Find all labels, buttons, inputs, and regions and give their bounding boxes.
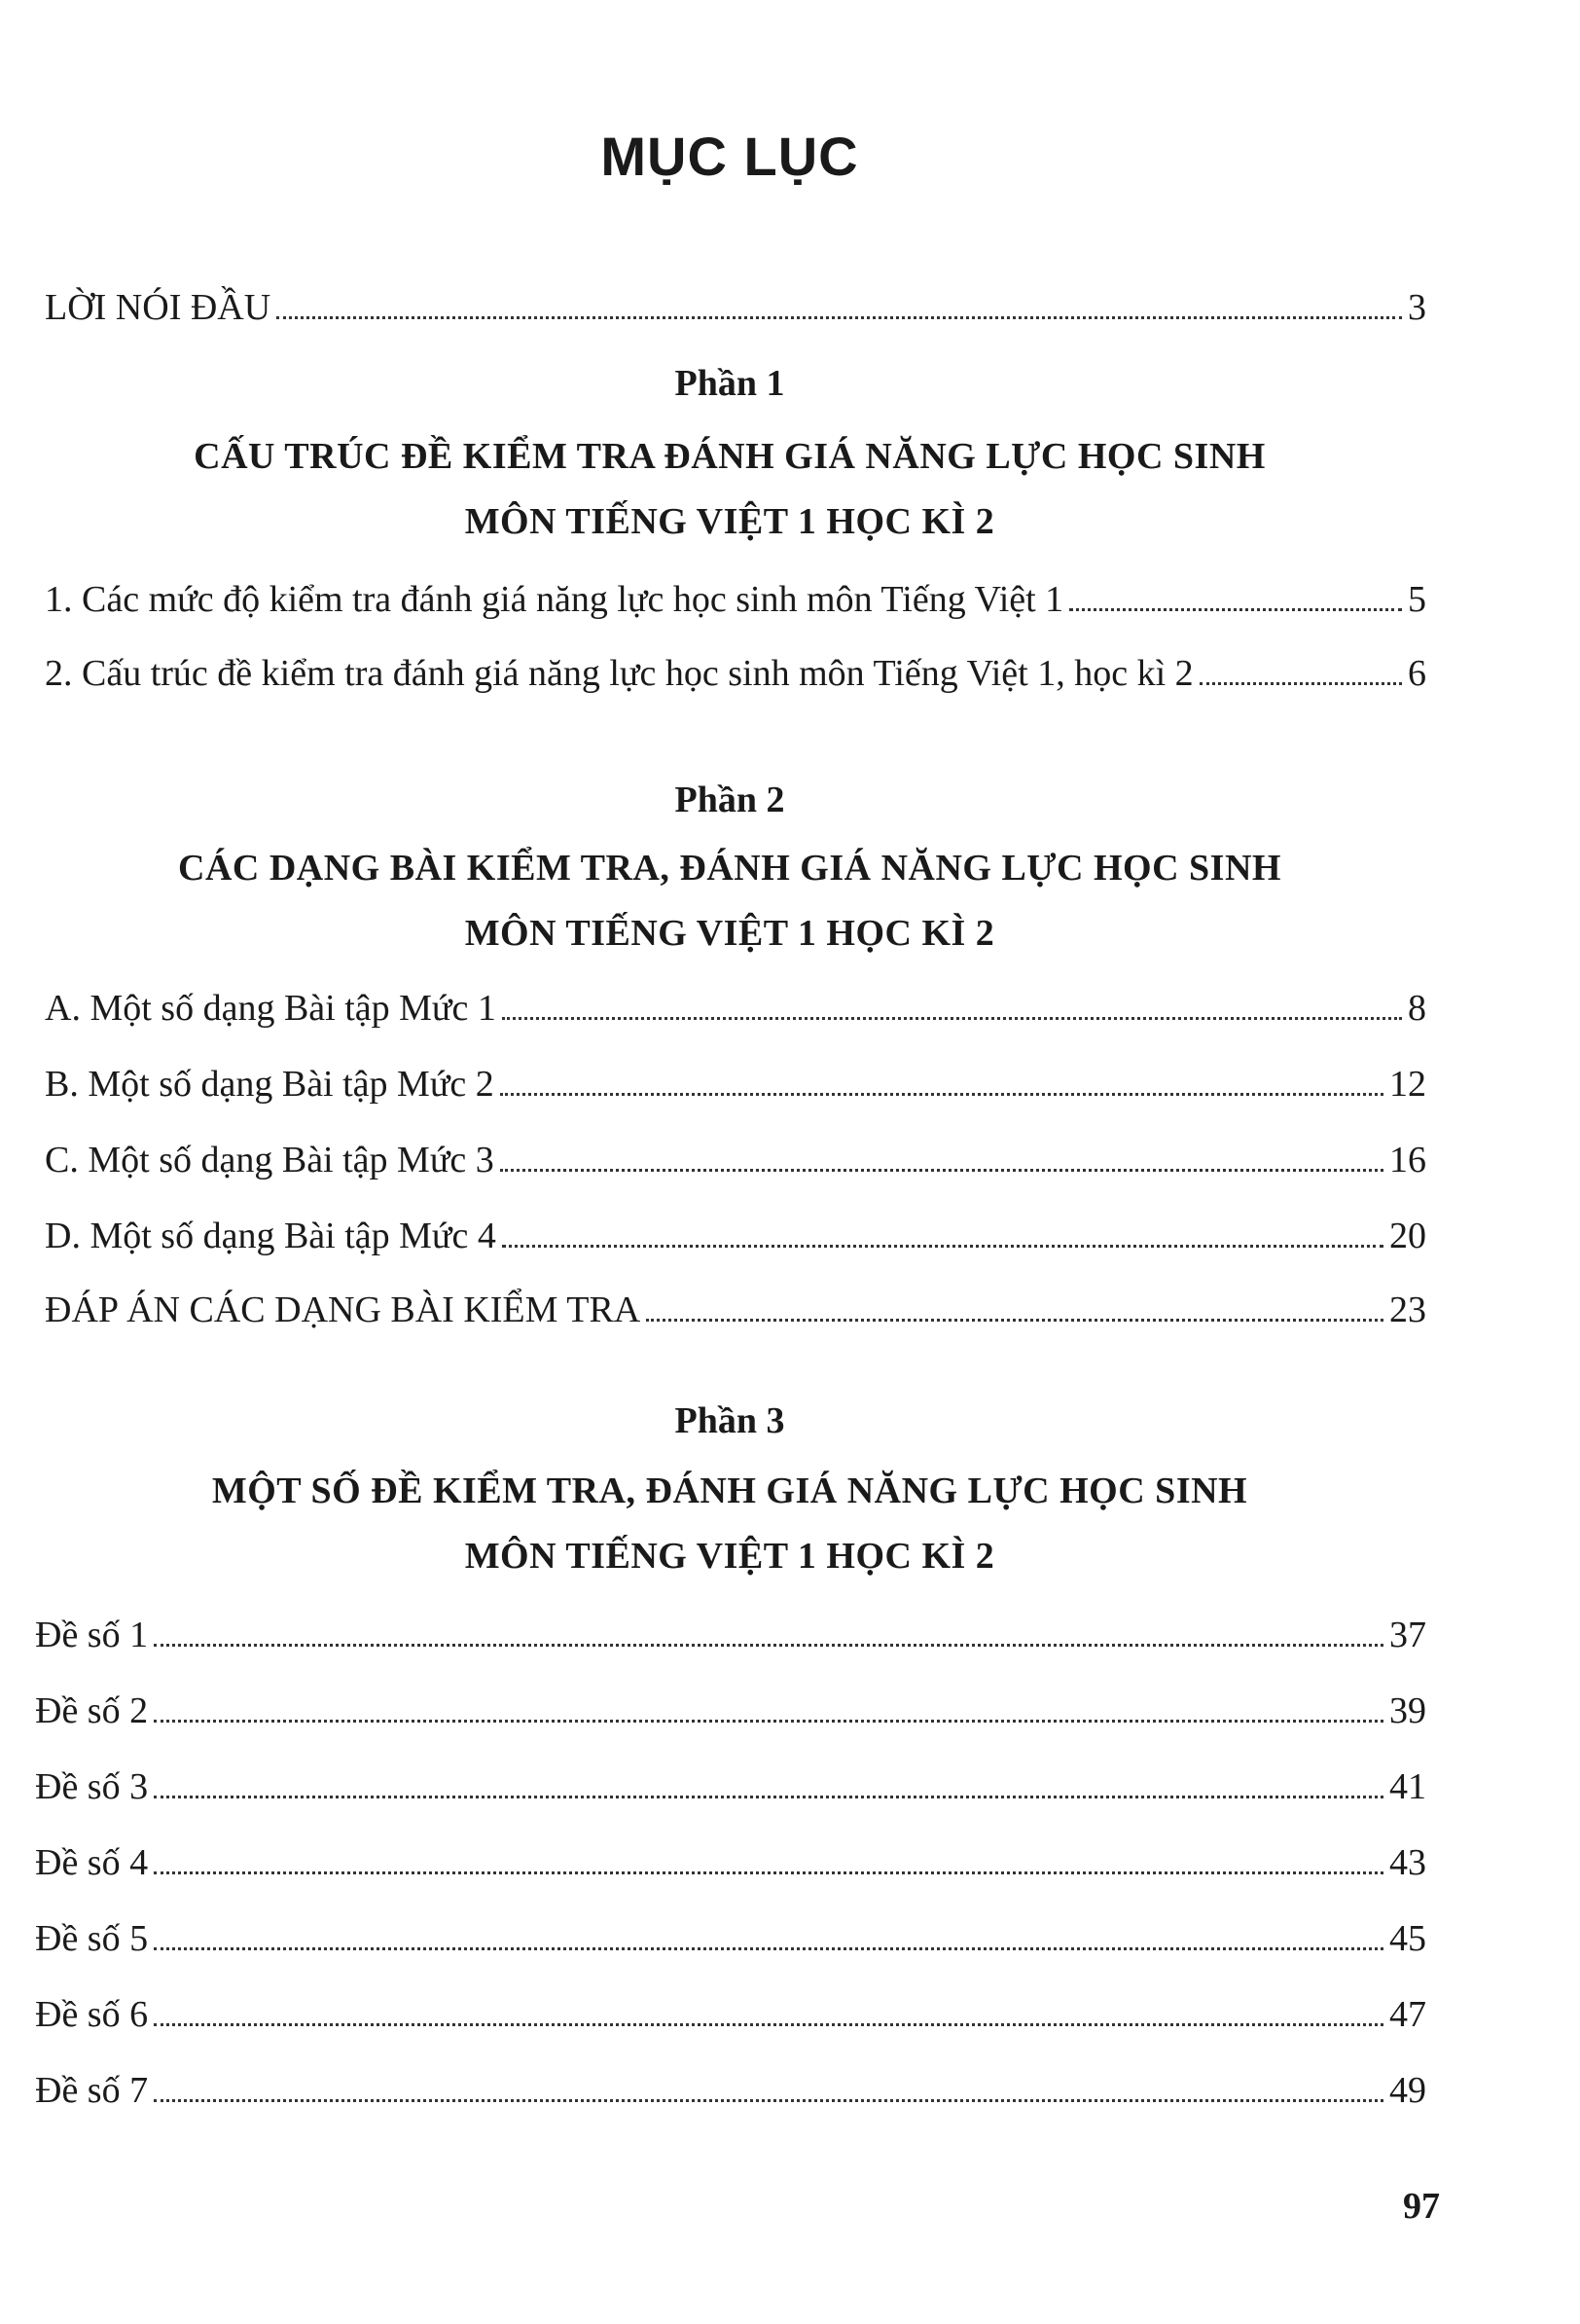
toc-entry-label: Đề số 1: [35, 1615, 149, 1655]
part-2-label: Phần 2: [674, 780, 785, 820]
toc-entry-page: 3: [1408, 287, 1426, 328]
toc-entry[interactable]: [45, 1287, 1426, 1333]
toc-entry-label: 1. Các mức độ kiểm tra đánh giá năng lực học sinh môn Tiếng Việt 1: [45, 579, 1064, 620]
toc-entry-label: Đề số 4: [35, 1842, 149, 1883]
part-3-title-line-2: MÔN TIẾNG VIỆT 1 HỌC KÌ 2: [464, 1536, 995, 1577]
toc-entry[interactable]: [35, 1612, 1426, 1658]
dot-leader: [500, 1169, 1383, 1172]
toc-entry-label: D. Một số dạng Bài tập Mức 4: [45, 1216, 496, 1256]
part-2-title-line-2: MÔN TIẾNG VIỆT 1 HỌC KÌ 2: [464, 913, 995, 954]
part-1-title-line-1: CẤU TRÚC ĐỀ KIỂM TRA ĐÁNH GIÁ NĂNG LỰC HỌC SINH: [194, 436, 1266, 477]
toc-entry-page: 12: [1389, 1064, 1426, 1105]
toc-entry-page: 47: [1389, 1994, 1426, 2035]
toc-entry[interactable]: [35, 1915, 1426, 1962]
part-2-title-line-1: CÁC DẠNG BÀI KIỂM TRA, ĐÁNH GIÁ NĂNG LỰC HỌC SINH: [178, 848, 1281, 889]
dot-leader: [500, 1093, 1383, 1096]
toc-entry-page: 45: [1389, 1918, 1426, 1959]
toc-entry-page: 8: [1408, 988, 1426, 1029]
toc-entry-label: B. Một số dạng Bài tập Mức 2: [45, 1064, 494, 1105]
toc-entry-page: 43: [1389, 1842, 1426, 1883]
toc-entry-label: Đề số 3: [35, 1766, 149, 1807]
dot-leader: [502, 1017, 1402, 1020]
part-3-title-line-1: MỘT SỐ ĐỀ KIỂM TRA, ĐÁNH GIÁ NĂNG LỰC HỌC SINH: [211, 1471, 1248, 1511]
dot-leader: [1200, 682, 1402, 685]
toc-entry-page: 49: [1389, 2070, 1426, 2111]
toc-entry-page: 39: [1389, 1690, 1426, 1731]
toc-entry-page: 20: [1389, 1216, 1426, 1256]
toc-entry-label: Đề số 2: [35, 1690, 149, 1731]
toc-entry-page: 23: [1389, 1289, 1426, 1330]
toc-entry[interactable]: [35, 1688, 1426, 1734]
dot-leader: [1069, 608, 1402, 611]
toc-entry[interactable]: [45, 985, 1426, 1032]
dot-leader: [154, 1871, 1383, 1874]
dot-leader: [154, 1720, 1383, 1723]
toc-entry[interactable]: [45, 1137, 1426, 1183]
toc-entry-label: A. Một số dạng Bài tập Mức 1: [45, 988, 496, 1029]
dot-leader: [154, 1644, 1383, 1647]
toc-entry-label: Đề số 7: [35, 2070, 149, 2111]
dot-leader: [502, 1245, 1383, 1248]
dot-leader: [154, 1947, 1383, 1950]
part-1-label: Phần 1: [674, 363, 785, 404]
toc-entry-page: 16: [1389, 1140, 1426, 1180]
page-number: 97: [1403, 2186, 1440, 2227]
toc-entry-label: Đề số 6: [35, 1994, 149, 2035]
toc-entry-preface[interactable]: [45, 284, 1426, 331]
toc-entry-label: Đề số 5: [35, 1918, 149, 1959]
toc-entry[interactable]: [45, 576, 1426, 623]
toc-entry-label: LỜI NÓI ĐẦU: [45, 287, 271, 328]
page-title: MỤC LỤC: [600, 126, 859, 187]
part-3-label: Phần 3: [674, 1400, 785, 1441]
toc-entry-page: 37: [1389, 1615, 1426, 1655]
toc-entry-page: 5: [1408, 579, 1426, 620]
dot-leader: [154, 1796, 1383, 1798]
dot-leader: [154, 2099, 1383, 2102]
dot-leader: [154, 2023, 1383, 2026]
toc-entry-page: 41: [1389, 1766, 1426, 1807]
toc-entry-label: 2. Cấu trúc đề kiểm tra đánh giá năng lực học sinh môn Tiếng Việt 1, học kì 2: [45, 653, 1194, 694]
toc-entry[interactable]: [35, 1991, 1426, 2038]
toc-entry[interactable]: [45, 1061, 1426, 1108]
toc-entry-label: C. Một số dạng Bài tập Mức 3: [45, 1140, 494, 1180]
toc-entry-label: ĐÁP ÁN CÁC DẠNG BÀI KIỂM TRA: [45, 1289, 641, 1330]
toc-entry[interactable]: [35, 1839, 1426, 1886]
dot-leader: [646, 1319, 1383, 1322]
toc-entry[interactable]: [35, 1763, 1426, 1810]
part-1-title-line-2: MÔN TIẾNG VIỆT 1 HỌC KÌ 2: [464, 501, 995, 542]
toc-entry[interactable]: [45, 650, 1426, 697]
toc-entry[interactable]: [35, 2067, 1426, 2114]
dot-leader: [276, 316, 1402, 319]
toc-entry-page: 6: [1408, 653, 1426, 694]
toc-entry[interactable]: [45, 1213, 1426, 1259]
